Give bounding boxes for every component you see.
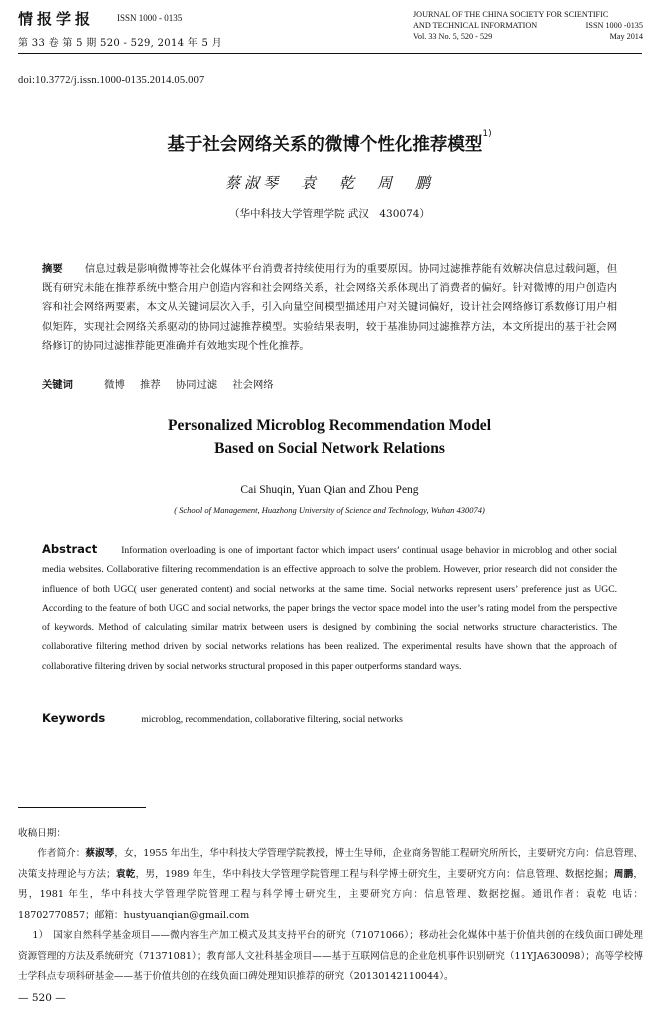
footnote-funding: 1） 国家自然科学基金项目——微内容生产加工模式及其支持平台的研究（71071066）；移动社会化媒体中基于价值共创的在线负面口碑处理资源管理的方法及系统研究（71371081）；教育部人文社科基金项目——基于互联网信息的企业危机事件识别研究（11YJA630098）；高等学校博士学科点专项科研基金——基于价值共创的在线负面口碑处理知识推荐的研究（20130142110044）。: [18, 930, 643, 982]
abstract-cn-label: 摘要: [42, 263, 63, 275]
keyword-cn: 协同过滤: [175, 379, 218, 391]
authors-cn: 蔡淑琴 袁 乾 周 鹏: [224, 174, 434, 192]
abstract-cn: [42, 260, 617, 356]
page-number: — 520 —: [18, 992, 66, 1004]
bio-author-text: ，男，1989 年生，华中科技大学管理学院管理工程与科学博士研究生，主要研究方向：信息管理、数据挖掘；: [135, 868, 614, 880]
keywords-en: [42, 711, 403, 725]
keyword-cn: 社会网络: [232, 379, 274, 391]
paper-title-cn-text: 基于社会网络关系的微博个性化推荐模型: [167, 135, 483, 155]
journal-header-en: [413, 9, 643, 42]
bio-author-name: 周鹏: [613, 868, 634, 880]
title-footnote-mark: 1): [482, 129, 492, 139]
bio-label: 作者简介：: [37, 848, 86, 859]
paper-title-cn: [0, 131, 659, 156]
authors-en: Cai Shuqin, Yuan Qian and Zhou Peng: [240, 484, 419, 496]
journal-name-en-line2: [413, 20, 643, 31]
keywords-en-label: Keywords: [42, 711, 106, 725]
keyword-cn: 微博: [104, 379, 125, 391]
bio-author-name: 袁乾: [115, 868, 136, 880]
paper-title-en-line2: Based on Social Network Relations: [214, 440, 445, 457]
abstract-en: [42, 540, 617, 676]
doi: doi:10.3772/j.issn.1000-0135.2014.05.007: [18, 75, 205, 86]
paper-title-en-line1: Personalized Microblog Recommendation Model: [167, 417, 491, 434]
keyword-cn: 推荐: [140, 379, 161, 391]
volume-info-en: [413, 31, 643, 42]
issn-right: ISSN 1000 -0135: [585, 21, 643, 30]
keywords-cn-label: 关键词: [42, 379, 73, 391]
keywords-cn: [42, 376, 286, 391]
date-en: May 2014: [609, 32, 643, 41]
footnote-rule: [18, 807, 146, 808]
paper-title-en: [0, 414, 659, 460]
journal-name-en-line1: JOURNAL OF THE CHINA SOCIETY FOR SCIENTIFIC: [413, 10, 609, 19]
bio-author-text: ，男，1981 年生，华中科技大学管理学院管理工程与科学博士研究生，主要研究方向：信息管理、数据挖掘。通讯作者：袁乾 电话：18702770857；邮箱：hustyuanqian@gmail.com: [18, 868, 644, 921]
bio-author-text: ，女，1955 年出生，华中科技大学管理学院教授，博士生导师，企业商务智能工程研究所所长，主要研究方向：信息管理、决策支持理论与方法；: [18, 848, 644, 880]
volume-info-cn: 第 33 卷 第 5 期 520 - 529, 2014 年 5 月: [18, 38, 222, 49]
abstract-en-label: Abstract: [42, 542, 98, 556]
affiliation-cn: （华中科技大学管理学院 武汉 430074）: [229, 208, 430, 220]
journal-title-cn: 情报学报: [18, 10, 95, 28]
header-rule: [18, 53, 642, 54]
volume-en: Vol. 33 No. 5, 520 - 529: [413, 32, 493, 41]
abstract-cn-text: 信息过载是影响微博等社会化媒体平台消费者持续使用行为的重要原因。协同过滤推荐能有效解决信息过载问题，但既有研究未能在推荐系统中整合用户创造内容和社会网络关系，社会网络关系体现出了消费者的偏好。针对微博的用户创造内容和社会网络两要素，本文从关键词层次入手，引入向量空间模型描述用户对关键词偏好，设计社会网络修订系数修订用户相似矩阵，实现社会网络关系驱动的协同过滤推荐模型。实验结果表明，较于基准协同过滤推荐方法，本文所提出的基于社会网络修订的协同过滤推荐能更准确并有效地实现个性化推荐。: [42, 263, 617, 352]
keywords-en-text: microblog, recommendation, collaborative filtering, social networks: [141, 714, 403, 725]
footnote-received: 收稿日期：: [18, 828, 66, 839]
affiliation-en: ( School of Management, Huazhong University of Science and Technology, Wuhan 430074): [174, 505, 485, 515]
footnote-author-bio: [18, 844, 643, 926]
issn-left: ISSN 1000 - 0135: [117, 13, 183, 23]
journal-name-en-line2-text: AND TECHNICAL INFORMATION: [413, 21, 538, 30]
abstract-en-text: Information overloading is one of important factor which impact users’ continual usage behavior in microblog and other social media websites. Collaborative filtering recommendation is an effective approach to solve the problem. However, prior research did not consider the influence of both UGC( user generated content) and social networks at the same time. Social networks represent users’ preference just as UGC. According to the feature of both UGC and social networks, the paper brings the vector space model into the user’s rating model from the perspective of keywords. Method of calculating similar matrix between users is designed by combining the social networks structure characteristics. The collaborative filtering method driven by social networks relations has been realized. The experimental results have shown that the approach of collaborative filtering driven by social networks structural proposed in this paper outperforms standard ways.: [42, 545, 617, 672]
bio-author-name: 蔡淑琴: [85, 848, 115, 859]
